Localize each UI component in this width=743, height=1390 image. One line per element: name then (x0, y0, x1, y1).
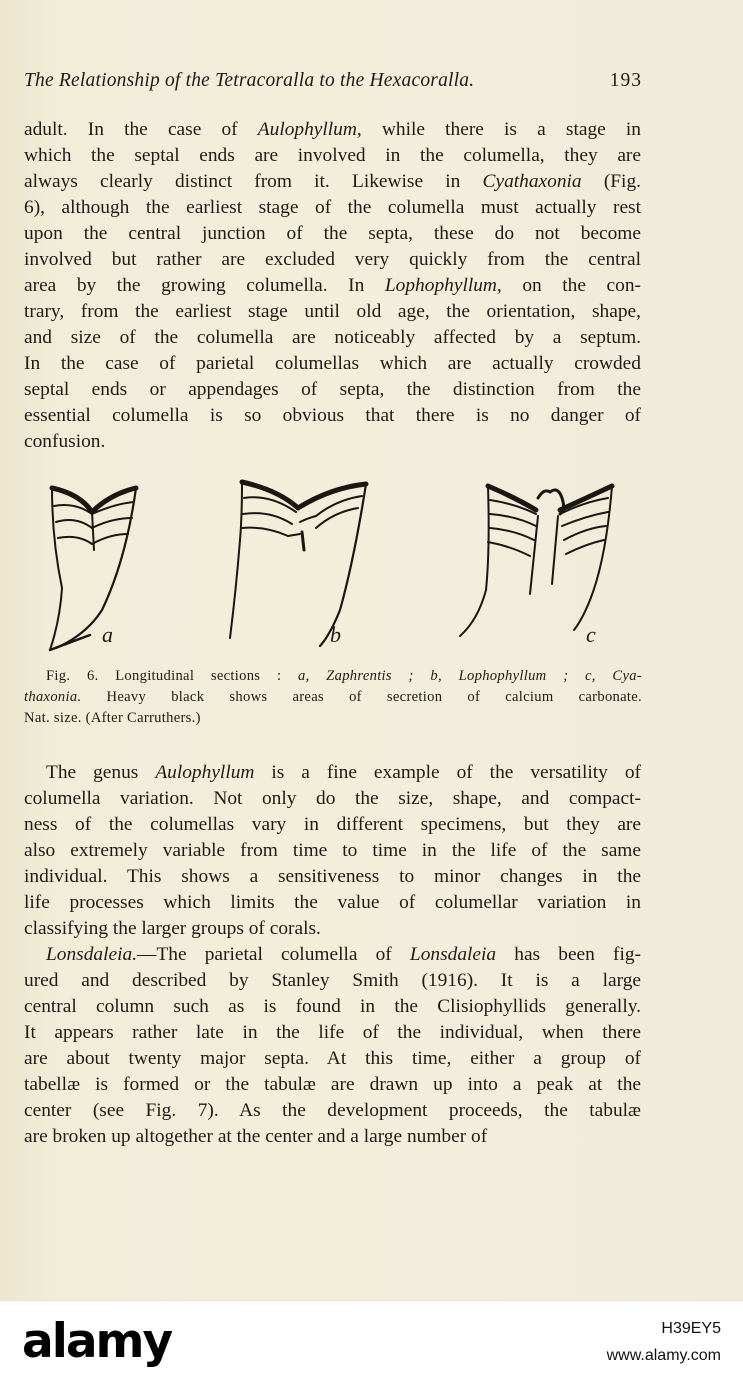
italic-term: Lonsdaleia. (46, 944, 138, 965)
text-line: center (see Fig. 7). As the development proceeds, the tabulæ (24, 1100, 641, 1121)
paragraph-2 (24, 760, 641, 942)
text-line: central column such as is found in the Clisiophyllids generally. (24, 996, 641, 1017)
text-line: individual. This shows a sensitiveness to minor changes in the (24, 866, 641, 887)
paragraph-1 (24, 117, 641, 455)
figure-label-b: b (330, 622, 341, 647)
italic-term: a, Zaphrentis ; b, Lophophyllum ; c, Cya- (297, 668, 642, 684)
text-line: ured and described by Stanley Smith (1916). It is a large (24, 970, 641, 991)
text-line: It appears rather late in the life of the individual, when there (24, 1022, 641, 1043)
paragraph-3 (24, 942, 641, 1150)
text-line: tabellæ is formed or the tabulæ are drawn up into a peak at the (24, 1074, 641, 1095)
text-line: involved but rather are excluded very quickly from the central (24, 249, 641, 270)
text-line: which the septal ends are involved in the columella, they are (24, 145, 641, 166)
figure-label-a: a (102, 622, 113, 647)
section-c-drawing (460, 486, 612, 636)
italic-term: thaxonia. (24, 689, 82, 705)
text-line: area by the growing columella. In Lophophyllum, on the con- (24, 275, 642, 296)
text-line: upon the central junction of the septa, these do not become (24, 223, 641, 244)
caption-line: Fig. 6. Longitudinal sections : a, Zaphrentis ; b, Lophophyllum ; c, Cya- (46, 668, 642, 684)
italic-term: Lophophyllum, (384, 275, 502, 296)
text-line: are about twenty major septa. At this time, either a group of (24, 1048, 641, 1069)
section-b-drawing (230, 482, 366, 646)
text-line: septal ends or appendages of septa, the distinction from the (24, 379, 641, 400)
text-line: columella variation. Not only do the size, shape, and compact- (24, 788, 641, 809)
running-head (24, 70, 642, 92)
text-line: In the case of parietal columellas which are actually crowded (24, 353, 641, 374)
text-line: life processes which limits the value of columellar variation in (24, 892, 641, 913)
text-line: ness of the columellas vary in different specimens, but they are (24, 814, 641, 835)
italic-term: Cyathaxonia (482, 171, 582, 192)
text-line: Lonsdaleia.—The parietal columella of Lonsdaleia has been fig- (46, 944, 641, 965)
text-line: essential columella is so obvious that there is no danger of (24, 405, 641, 426)
text-line: are broken up altogether at the center and a large number of (24, 1126, 488, 1147)
text-line: 6), although the earliest stage of the columella must actually rest (24, 197, 641, 218)
figure-6 (30, 470, 630, 660)
image-code: H39EY5 (661, 1320, 721, 1337)
italic-term: Lonsdaleia (409, 944, 497, 965)
footer-divider (0, 1300, 743, 1301)
figure-label-c: c (586, 622, 596, 647)
caption-line: Nat. size. (After Carruthers.) (24, 710, 201, 726)
text-line: adult. In the case of Aulophyllum, while there is a stage in (24, 119, 641, 140)
text-line: always clearly distinct from it. Likewise in Cyathaxonia (Fig. (24, 171, 641, 192)
running-head-title: The Relationship of the Tetracoralla to the Hexacoralla. (24, 70, 475, 91)
text-line: also extremely variable from time to time in the life of the same (24, 840, 641, 861)
text-line: classifying the larger groups of corals. (24, 918, 321, 939)
caption-line: thaxonia. Heavy black shows areas of secretion of calcium carbonate. (24, 689, 642, 705)
italic-term: Aulophyllum, (257, 119, 362, 140)
text-line: confusion. (24, 431, 106, 452)
text-line: and size of the columella are noticeably affected by a septum. (24, 327, 641, 348)
text-line: trary, from the earliest stage until old age, the orientation, shape, (24, 301, 641, 322)
italic-term: Aulophyllum (155, 762, 255, 783)
alamy-logo: alamy (22, 1314, 172, 1369)
page-number: 193 (609, 70, 642, 91)
site-url: www.alamy.com (606, 1347, 721, 1364)
text-line: The genus Aulophyllum is a fine example of the versatility of (46, 762, 641, 783)
figure-caption (24, 666, 642, 729)
section-a-drawing (50, 488, 136, 650)
